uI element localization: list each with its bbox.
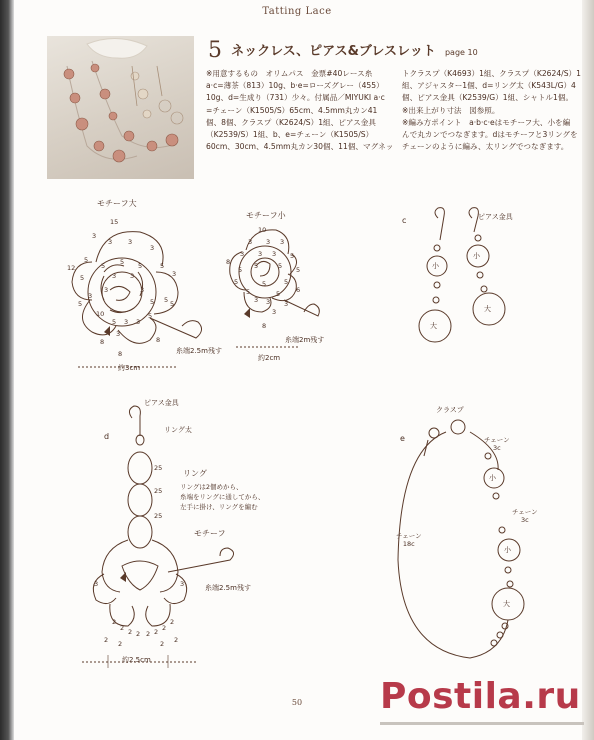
description-line: （K2539/S）1組、b、e=チェーン（K1505/S） (206, 130, 374, 140)
count-label: 2 (112, 618, 117, 626)
count-label: 3 (124, 318, 129, 326)
count-label: 3 (248, 238, 253, 246)
count-label: 3 (266, 298, 271, 306)
count-label: 2 (146, 630, 151, 638)
count-label: 2 (120, 624, 125, 632)
count-label: 3 (258, 250, 263, 258)
count-label: 8 (226, 258, 231, 266)
watermark-underline (380, 722, 584, 725)
count-label: 3 (240, 250, 245, 258)
description-line: 組、アジャスター1個、d=リング太（K543L/G）4 (402, 81, 576, 91)
count-label: 5 (138, 262, 143, 270)
motif-large-title: モチーフ大 (97, 199, 137, 208)
count-label: 3 (266, 238, 271, 246)
ring-note-line: リングは2個めから、 (180, 483, 243, 491)
count-label: 5 (164, 296, 169, 304)
description-line: ※用意するもの オリムパス 金票#40レース糸 (206, 69, 373, 78)
count-label: 3 (180, 580, 185, 588)
diagram-c-large-2: 大 (484, 305, 491, 313)
diagram-e-chain-3c-a: チェーン 3c (484, 436, 510, 452)
count-label: 5 (160, 262, 165, 270)
diagram-d-drawing (93, 406, 233, 626)
count-label: 3 (88, 292, 93, 300)
description-line: 60cm、30cm、4.5mm丸カン30個、11個、マグネッ (206, 142, 394, 152)
description-line: 10g、d=生成り（731）少々。付属品／MIYUKI a·c (206, 93, 385, 103)
count-label: 3 (140, 286, 145, 294)
count-label: 3 (150, 244, 155, 252)
diagram-d-ring-title: リング (183, 469, 207, 478)
count-label: 3 (108, 238, 113, 246)
count-label: 2 (174, 636, 179, 644)
description-line: 個、ピアス金具（K2539/G）1組、シャトル1個。 (402, 93, 574, 103)
count-label: 3 (130, 272, 135, 280)
motif-small-title: モチーフ小 (246, 211, 286, 220)
count-label: 3 (112, 272, 117, 280)
article-heading: ネックレス、ピアス&ブレスレット (231, 44, 436, 59)
count-label: 3 (272, 250, 277, 258)
page-reference: page 10 (444, 48, 478, 57)
diagram-e-small-2: 小 (504, 546, 511, 554)
count-label: 5 (84, 256, 89, 264)
diagram-c-large: 大 (430, 322, 437, 330)
description-line: んで丸カンでつなぎます。dはモチーフと3リングを (402, 130, 578, 140)
count-label: 5 (148, 312, 153, 320)
motif-small-thread-end: 糸端2m残す (285, 336, 325, 344)
count-label: 5 (276, 290, 281, 298)
count-label: 10 (258, 226, 267, 234)
count-label: 5 (296, 266, 301, 274)
count-label: 2 (154, 628, 159, 636)
ring-count: 25 (154, 487, 163, 495)
count-label: 2 (160, 640, 165, 648)
count-label: 5 (170, 300, 175, 308)
running-header: Tatting Lace (262, 6, 332, 17)
ring-count: 25 (154, 512, 163, 520)
count-label: 15 (110, 218, 119, 226)
count-label: 3 (284, 300, 289, 308)
count-label: 5 (290, 252, 295, 260)
count-label: 8 (262, 322, 267, 330)
count-label: 5 (101, 262, 106, 270)
count-label: 2 (118, 640, 123, 648)
count-label: 8 (100, 338, 105, 346)
diagram-d-size: 約2.5cm (122, 656, 151, 664)
count-label: 8 (156, 336, 161, 344)
diagram-e-chain-18c: チェーン 18c (396, 532, 422, 548)
diagram-e-letter: e (400, 434, 405, 443)
count-label: 3 (254, 296, 259, 304)
count-label: 5 (246, 288, 251, 296)
description-line: チェーンのように編み、太リングでつなぎます。 (402, 142, 569, 152)
count-label: 3 (116, 330, 121, 338)
diagram-d-hook-label: ピアス金具 (144, 399, 179, 407)
count-label: 5 (234, 278, 239, 286)
count-label: 5 (284, 278, 289, 286)
motif-large-thread-end: 糸端2.5m残す (176, 347, 222, 355)
motif-large-drawing (72, 232, 202, 344)
count-label: 5 (120, 258, 125, 266)
count-label: 5 (80, 274, 85, 282)
count-label: 3 (280, 238, 285, 246)
count-label: 5 (112, 318, 117, 326)
count-label: 2 (136, 630, 141, 638)
description-line: ※編み方ポイント a·b·c·eはモチーフ大、小を編 (402, 117, 571, 127)
count-label: 3 (172, 270, 177, 278)
ring-count: 25 (154, 464, 163, 472)
diagram-e-chain-3c-b: チェーン 3c (512, 508, 538, 524)
count-label: 5 (150, 298, 155, 306)
count-label: 3 (104, 286, 109, 294)
ring-note-line: 糸端をリングに通してから、 (180, 493, 265, 501)
count-label: 2 (162, 624, 167, 632)
motif-large-size: 約3cm (118, 364, 141, 372)
description-line: トクラスプ（K4693）1組、クラスプ（K2624/S）1 (402, 69, 581, 78)
count-label: 2 (170, 618, 175, 626)
motif-small-drawing (230, 230, 320, 316)
count-label: 2 (104, 636, 109, 644)
count-label: 3 (94, 580, 99, 588)
count-label: 5 (278, 262, 283, 270)
watermark: Postila.ru (380, 676, 581, 717)
description-line: 個、8個、クラスプ（K2624/S）1組、ピアス金具 (206, 117, 376, 127)
count-label: 2 (128, 628, 133, 636)
count-label: 3 (272, 308, 277, 316)
page-number: 50 (291, 698, 303, 707)
count-label: 12 (67, 264, 76, 272)
ring-note-line: 左手に掛け、リングを編む (180, 503, 258, 511)
diagram-e-small: 小 (489, 474, 496, 482)
diagram-d-motif-label: モチーフ (194, 529, 226, 538)
diagram-c-hook-label: ピアス金具 (478, 213, 513, 221)
count-label: 5 (78, 300, 83, 308)
description-line: a·c=薄茶（813）10g、b·e=ローズグレー（455） (206, 81, 384, 91)
diagram-c-letter: c (402, 216, 407, 225)
diagram-e-clasp: クラスプ (436, 406, 464, 414)
motif-small-size: 約2cm (258, 354, 281, 362)
diagram-e-large: 大 (503, 600, 510, 608)
diagram-d-ring-thick: リング太 (164, 426, 192, 434)
article-number: 5 (208, 38, 222, 63)
diagram-d-letter: d (104, 432, 110, 441)
count-label: 8 (118, 350, 123, 358)
count-label: 3 (136, 318, 141, 326)
count-label: 5 (254, 262, 259, 270)
diagram-c-small-2: 小 (473, 252, 480, 260)
diagram-c-small: 小 (432, 262, 439, 270)
description-line: =チェーン（K1505/S）65cm、4.5mm丸カン41 (206, 105, 378, 115)
count-label: 3 (128, 238, 133, 246)
description-line: ※出来上がり寸法 図参照。 (402, 105, 500, 115)
count-label: 10 (96, 310, 105, 318)
count-label: 6 (296, 286, 301, 294)
count-label: 3 (92, 232, 97, 240)
count-label: 5 (262, 280, 267, 288)
count-label: 5 (238, 266, 243, 274)
diagram-d-thread-end: 糸端2.5m残す (205, 584, 251, 592)
